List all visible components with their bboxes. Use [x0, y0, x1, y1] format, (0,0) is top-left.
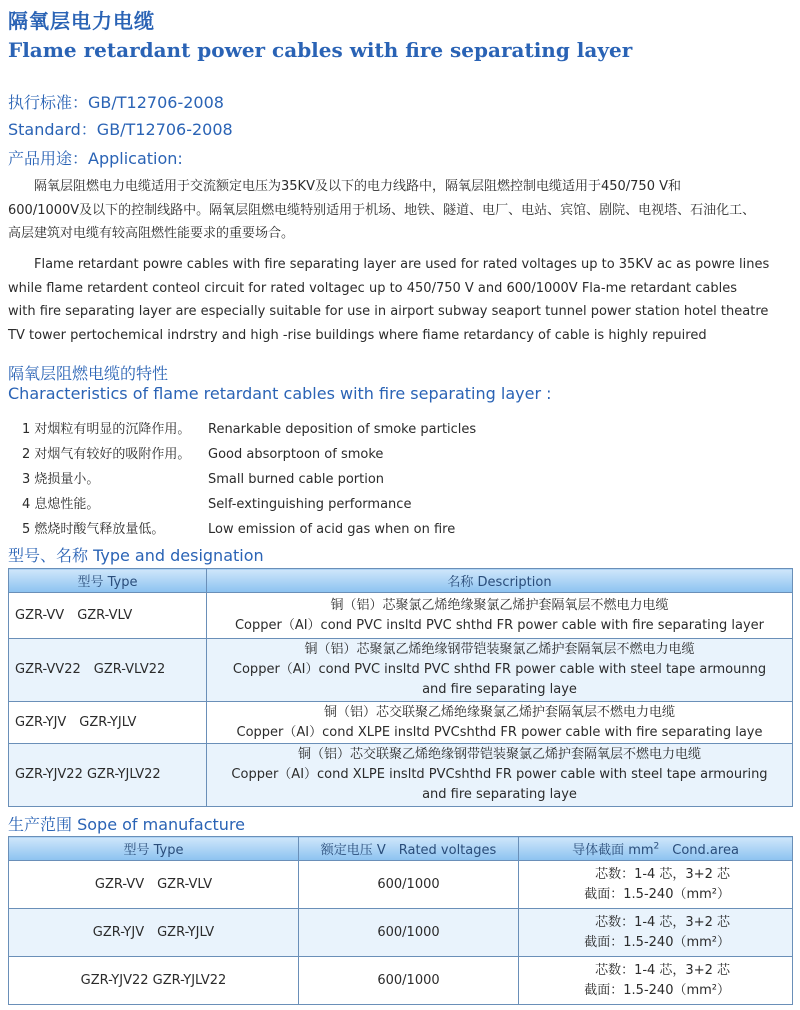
paragraph-line: Flame retardant powre cables with fire separating layer are used for rated voltages up to 35KV ac as powre lines: [8, 257, 770, 272]
standard-cn: 执行标准：GB/T12706-2008: [8, 93, 224, 112]
cell-type: GZR-YJV GZR-YJLV: [9, 909, 299, 957]
column-header-area: [519, 837, 793, 861]
standard-en: Standard：GB/T12706-2008: [8, 120, 233, 139]
cell-voltage: 600/1000: [299, 861, 519, 909]
cell-type: GZR-YJV GZR-YJLV: [9, 702, 207, 744]
description-cn: 铜（铝）芯交联聚乙烯绝缘聚氯乙烯护套隔氧层不燃电力电缆: [323, 704, 675, 720]
table-row: [9, 957, 793, 1005]
cell-type: GZR-YJV22 GZR-YJLV22: [9, 744, 207, 807]
paragraph-line: 隔氧层阻燃电力电缆适用于交流额定电压为35KV及以下的电力线路中，隔氧层阻燃控制电缆适用于450/750 V和: [8, 179, 681, 194]
table-row: [9, 744, 793, 807]
list-item: [22, 417, 622, 442]
cores-text: 芯数：1-4 芯，3+2 芯: [595, 914, 730, 930]
table-header-row: [9, 569, 793, 593]
list-item: [22, 517, 622, 542]
cell-type: GZR-VV22 GZR-VLV22: [9, 639, 207, 702]
paragraph-line: 600/1000V及以下的控制线路中。隔氧层阻燃电缆特别适用于机场、地铁、隧道、电厂、电站、宾馆、剧院、电视塔、石油化工、: [8, 202, 756, 218]
column-header-type: 型号 Type: [9, 569, 207, 593]
list-item: [22, 492, 622, 517]
characteristic-en: Self-extinguishing performance: [208, 497, 412, 512]
section-text: 截面：1.5-240（mm²）: [584, 886, 730, 902]
cell-area: [519, 957, 793, 1005]
paragraph-line: 高层建筑对电缆有较高阻燃性能要求的重要场合。: [8, 226, 295, 241]
cell-description: [207, 702, 793, 744]
cell-voltage: 600/1000: [299, 957, 519, 1005]
characteristics-heading-cn: 隔氧层阻燃电缆的特性: [8, 364, 169, 383]
column-header-type: 型号 Type: [9, 837, 299, 861]
area-superscript: 2: [653, 841, 660, 852]
cores-text: 芯数：1-4 芯，3+2 芯: [595, 962, 730, 978]
cell-type: GZR-YJV22 GZR-YJLV22: [9, 957, 299, 1005]
table-header-row: [9, 837, 793, 861]
cell-area: [519, 909, 793, 957]
area-label: 导体截面 mm: [572, 843, 654, 858]
table-row: [9, 639, 793, 702]
cell-type: GZR-VV GZR-VLV: [9, 593, 207, 639]
characteristics-heading-en: Characteristics of flame retardant cables with fire separating layer :: [8, 384, 552, 403]
cell-type: GZR-VV GZR-VLV: [9, 861, 299, 909]
paragraph-line: TV tower pertochemical indrstry and high -rise buildings where fiame retardancy of cable is highly repuired: [8, 327, 707, 343]
application-heading: 产品用途：Application:: [8, 149, 183, 168]
characteristic-cn: 2 对烟气有较好的吸附作用。: [22, 447, 191, 462]
characteristic-en: Small burned cable portion: [208, 472, 385, 487]
cores-text: 芯数：1-4 芯，3+2 芯: [595, 866, 730, 882]
list-item: [22, 467, 622, 492]
type-designation-heading: 型号、名称 Type and designation: [8, 546, 264, 565]
column-header-voltage: 额定电压 V Rated voltages: [299, 837, 519, 861]
title-chinese: 隔氧层电力电缆: [8, 9, 155, 33]
list-item: [22, 442, 622, 467]
area-label-en: Cond.area: [659, 843, 739, 858]
characteristics-list: [22, 417, 622, 542]
description-en: and fire separating laye: [422, 787, 577, 802]
table-row: [9, 909, 793, 957]
description-en: Copper（AI）cond PVC insltd PVC shthd FR power cable with fire separating layer: [234, 617, 765, 633]
description-cn: 铜（铝）芯聚氯乙烯绝缘聚氯乙烯护套隔氧层不燃电力电缆: [330, 597, 669, 613]
type-designation-table: [8, 568, 793, 807]
cell-area: [519, 861, 793, 909]
column-header-description: 名称 Description: [207, 569, 793, 593]
scope-heading: 生产范围 Sope of manufacture: [8, 815, 246, 834]
cell-description: [207, 639, 793, 702]
description-cn: 铜（铝）芯交联聚乙烯绝缘钢带铠装聚氯乙烯护套隔氧层不燃电力电缆: [297, 747, 701, 762]
characteristic-en: Renarkable deposition of smoke particles: [208, 422, 477, 437]
description-en: and fire separating laye: [422, 682, 577, 697]
description-cn: 铜（铝）芯聚氯乙烯绝缘钢带铠装聚氯乙烯护套隔氧层不燃电力电缆: [304, 642, 695, 657]
description-en: Copper（AI）cond XLPE insltd PVCshthd FR power cable with steel tape armouring: [231, 767, 768, 782]
section-text: 截面：1.5-240（mm²）: [584, 982, 730, 998]
paragraph-line: with fire separating layer are especially suitable for use in airport subway seaport tunnel power station hotel theatre: [8, 304, 769, 319]
scope-table: [8, 836, 793, 1005]
title-english: Flame retardant power cables with fire separating layer: [8, 38, 633, 62]
table-row: [9, 702, 793, 744]
application-text-en: [8, 253, 792, 347]
section-text: 截面：1.5-240（mm²）: [584, 934, 730, 950]
application-text-cn: [8, 175, 792, 246]
description-en: Copper（AI）cond PVC insltd PVC shthd FR power cable with steel tape armounng: [232, 662, 767, 677]
table-row: [9, 861, 793, 909]
cell-description: [207, 593, 793, 639]
cell-voltage: 600/1000: [299, 909, 519, 957]
paragraph-line: while flame retardent conteol circuit for rated voltagec up to 450/750 V and 600/1000V Fla-me retardant cables: [8, 280, 738, 296]
characteristic-cn: 3 烧损量小。: [22, 472, 100, 487]
cell-description: [207, 744, 793, 807]
characteristic-cn: 1 对烟粒有明显的沉降作用。: [22, 422, 191, 437]
characteristic-cn: 4 息熄性能。: [22, 497, 100, 512]
characteristic-en: Good absorptoon of smoke: [208, 447, 384, 462]
characteristic-en: Low emission of acid gas when on fire: [208, 522, 456, 537]
table-row: [9, 593, 793, 639]
characteristic-cn: 5 燃烧时酸气释放量低。: [22, 522, 165, 537]
description-en: Copper（AI）cond XLPE insltd PVCshthd FR power cable with fire separating laye: [236, 724, 763, 740]
